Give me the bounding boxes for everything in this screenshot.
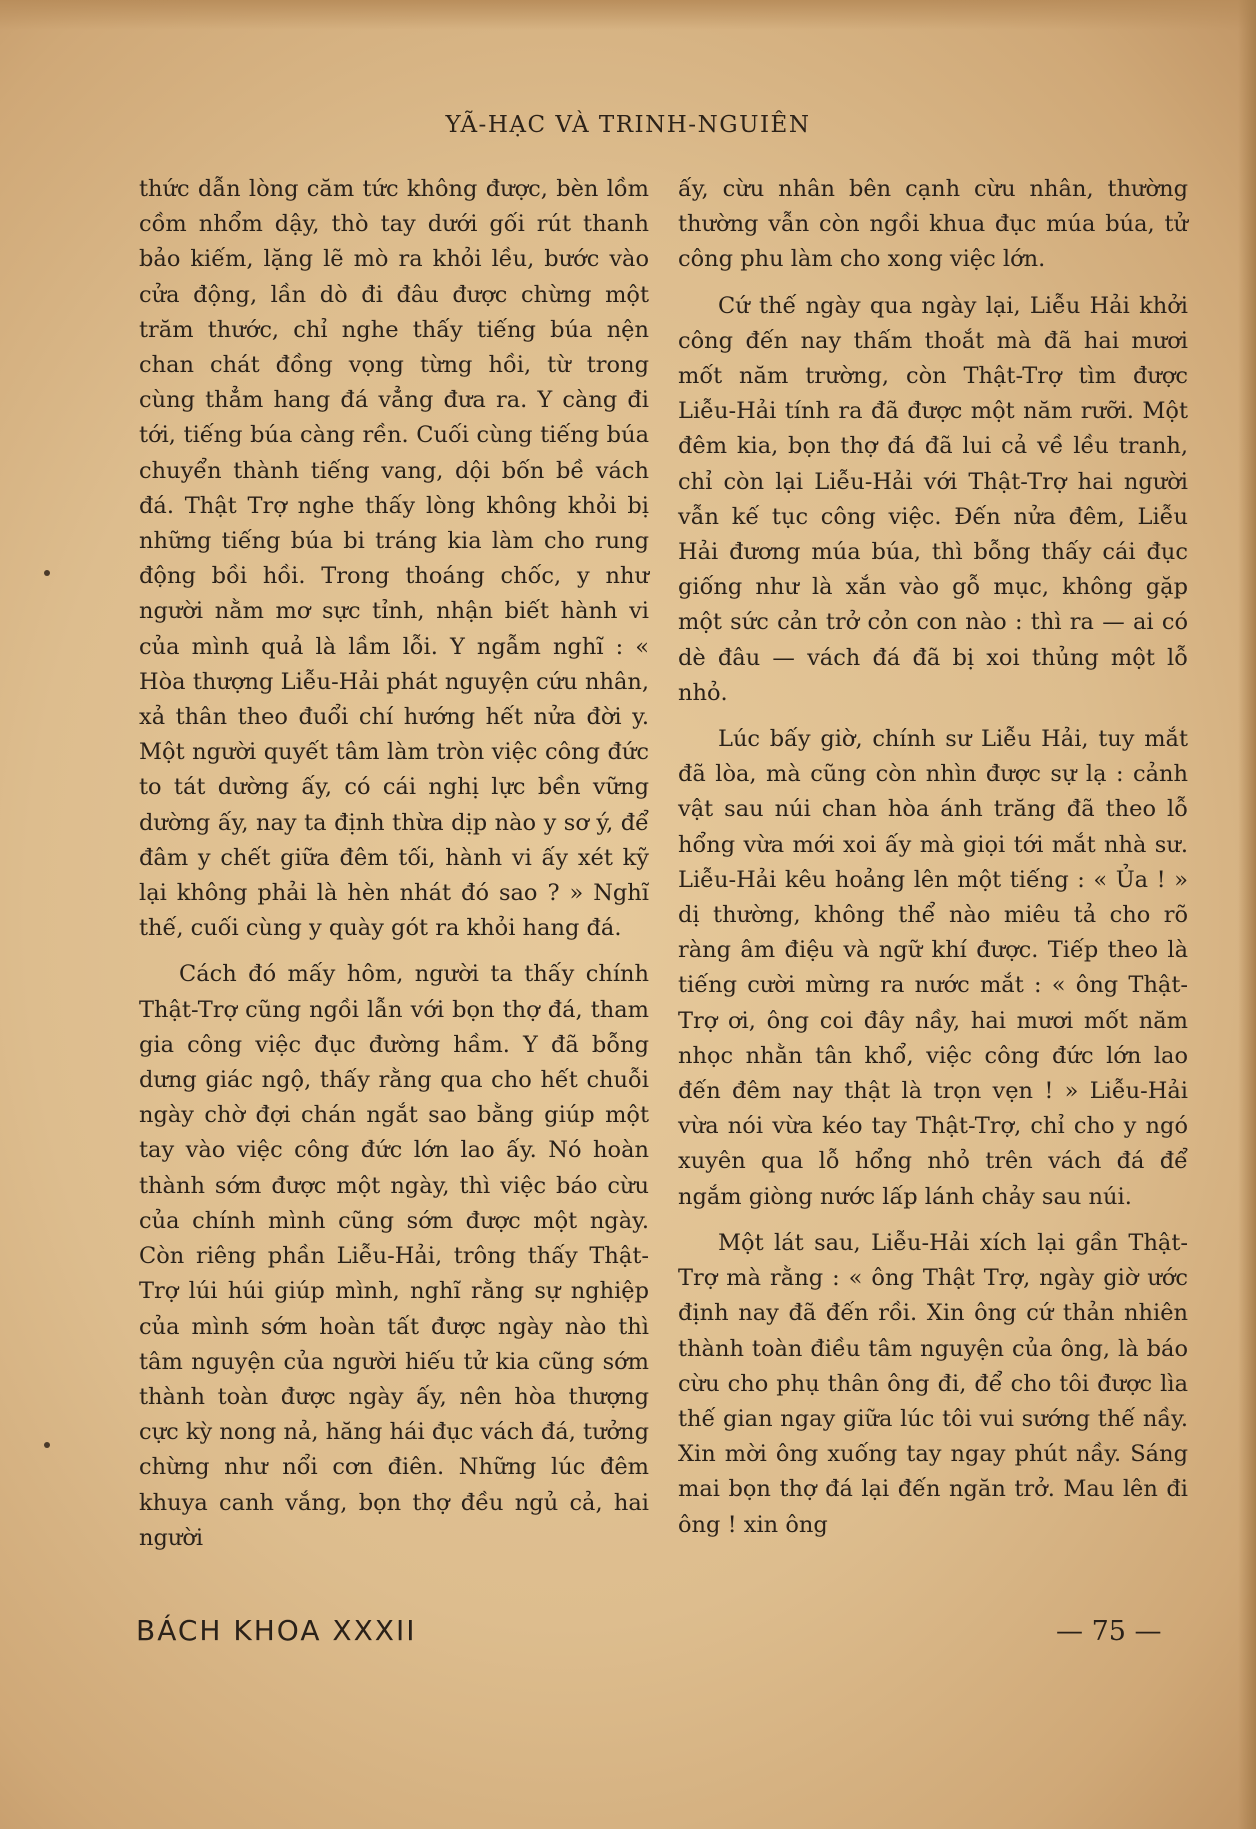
paragraph: Cứ thế ngày qua ngày lại, Liễu Hải khởi công đến nay thấm thoắt mà đã hai mươi mốt năm trường, còn Thật-Trợ tìm được Liễu-Hải tính ra đã được một năm rưỡi. Một đêm kia, bọn thợ đá đã lui cả về lều tranh, chỉ còn lại Liễu-Hải với Thật-Trợ hai người vẫn kế tục công việc. Đến nửa đêm, Liễu Hải đương múa búa, thì bỗng thấy cái đục giống như là xắn vào gỗ mục, không gặp một sức cản trở cỏn con nào : thì ra — ai có dè đâu — vách đá đã bị xoi thủng một lỗ nhỏ.	[678, 292, 1188, 706]
running-title: YÃ-HẠC VÀ TRINH-NGUIÊN	[445, 112, 811, 138]
paragraph: Cách đó mấy hôm, người ta thấy chính Thật-Trợ cũng ngồi lẫn với bọn thợ đá, tham gia công việc đục đường hầm. Y đã bỗng dưng giác ngộ, thấy rằng qua cho hết chuỗi ngày chờ đợi chán ngắt sao bằng giúp một tay vào việc công đức lớn lao ấy. Nó hoàn thành sớm được một ngày, thì việc báo cừu của chính mình cũng sớm được một ngày. Còn riêng phần Liễu-Hải, trông thấy Thật-Trợ lúi húi giúp mình, nghĩ rằng sự nghiệp của mình sớm hoàn tất được ngày nào thì tâm nguyện của người hiếu tử kia cũng sớm thành toàn được ngày ấy, nên hòa thượng cực kỳ nong nả, hăng hái đục vách đá, tưởng chừng như nổi cơn điên. Những lúc đêm khuya canh vắng, bọn thợ đều ngủ cả, hai người	[139, 961, 649, 1551]
paragraph: ấy, cừu nhân bên cạnh cừu nhân, thường thường vẫn còn ngồi khua đục múa búa, tử công phu làm cho xong việc lớn.	[678, 176, 1188, 273]
paragraph: Một lát sau, Liễu-Hải xích lại gần Thật-Trợ mà rằng : « ông Thật Trợ, ngày giờ ước định nay đã đến rồi. Xin ông cứ thản nhiên thành toàn điều tâm nguyện của ông, là báo cừu cho phụ thân ông đi, để cho tôi được lìa thế gian ngay giữa lúc tôi vui sướng thế nầy. Xin mời ông xuống tay ngay phút nầy. Sáng mai bọn thợ đá lại đến ngăn trở. Mau lên đi ông ! xin ông	[678, 1229, 1188, 1538]
page-number: — 75 —	[1056, 1616, 1162, 1647]
paragraph: Lúc bấy giờ, chính sư Liễu Hải, tuy mắt đã lòa, mà cũng còn nhìn được sự lạ : cảnh vật sau núi chan hòa ánh trăng đã theo lỗ hổng vừa mới xoi ấy mà giọi tới mắt nhà sư. Liễu-Hải kêu hoảng lên một tiếng : « Ủa ! » dị thường, không thể nào miêu tả cho rõ ràng âm điệu và ngữ khí được. Tiếp theo là tiếng cười mừng ra nước mắt : « ông Thật-Trợ ơi, ông coi đây nầy, hai mươi mốt năm nhọc nhằn tân khổ, việc công đức lớn lao đến đêm nay thật là trọn vẹn ! » Liễu-Hải vừa nói vừa kéo tay Thật-Trợ, chỉ cho y ngó xuyên qua lỗ hổng nhỏ trên vách đá để ngắm giòng nước lấp lánh chảy sau núi.	[678, 726, 1188, 1210]
paragraph: thức dẫn lòng căm tức không được, bèn lồm cồm nhổm dậy, thò tay dưới gối rút thanh bảo kiếm, lặng lẽ mò ra khỏi lều, bước vào cửa động, lần dò đi đâu được chừng một trăm thước, chỉ nghe thấy tiếng búa nện chan chát đồng vọng từng hồi, từ trong cùng thẳm hang đá vẳng đưa ra. Y càng đi tới, tiếng búa càng rền. Cuối cùng tiếng búa chuyển thành tiếng vang, dội bốn bề vách đá. Thật Trợ nghe thấy lòng không khỏi bị những tiếng búa bi tráng kia làm cho rung động bồi hồi. Trong thoáng chốc, y như người nằm mơ sực tỉnh, nhận biết hành vi của mình quả là lầm lỗi. Y ngẫm nghĩ : « Hòa thượng Liễu-Hải phát nguyện cứu nhân, xả thân theo đuổi chí hướng hết nửa đời y. Một người quyết tâm làm tròn việc công đức to tát dường ấy, có cái nghị lực bền vững dường ấy, nay ta định thừa dịp nào y sơ ý, để đâm y chết giữa đêm tối, hành vi ấy xét kỹ lại không phải là hèn nhát đó sao ? » Nghĩ thế, cuối cùng y quày gót ra khỏi hang đá.	[139, 176, 649, 942]
right-column	[678, 172, 1188, 1543]
left-column	[139, 172, 649, 1556]
binding-hole-mark	[44, 570, 50, 576]
magazine-footer: BÁCH KHOA XXXII	[136, 1614, 417, 1647]
binding-hole-mark	[44, 1442, 50, 1448]
page-edge-shadow-right	[1238, 0, 1256, 1829]
page-edge-shadow	[0, 0, 1256, 30]
